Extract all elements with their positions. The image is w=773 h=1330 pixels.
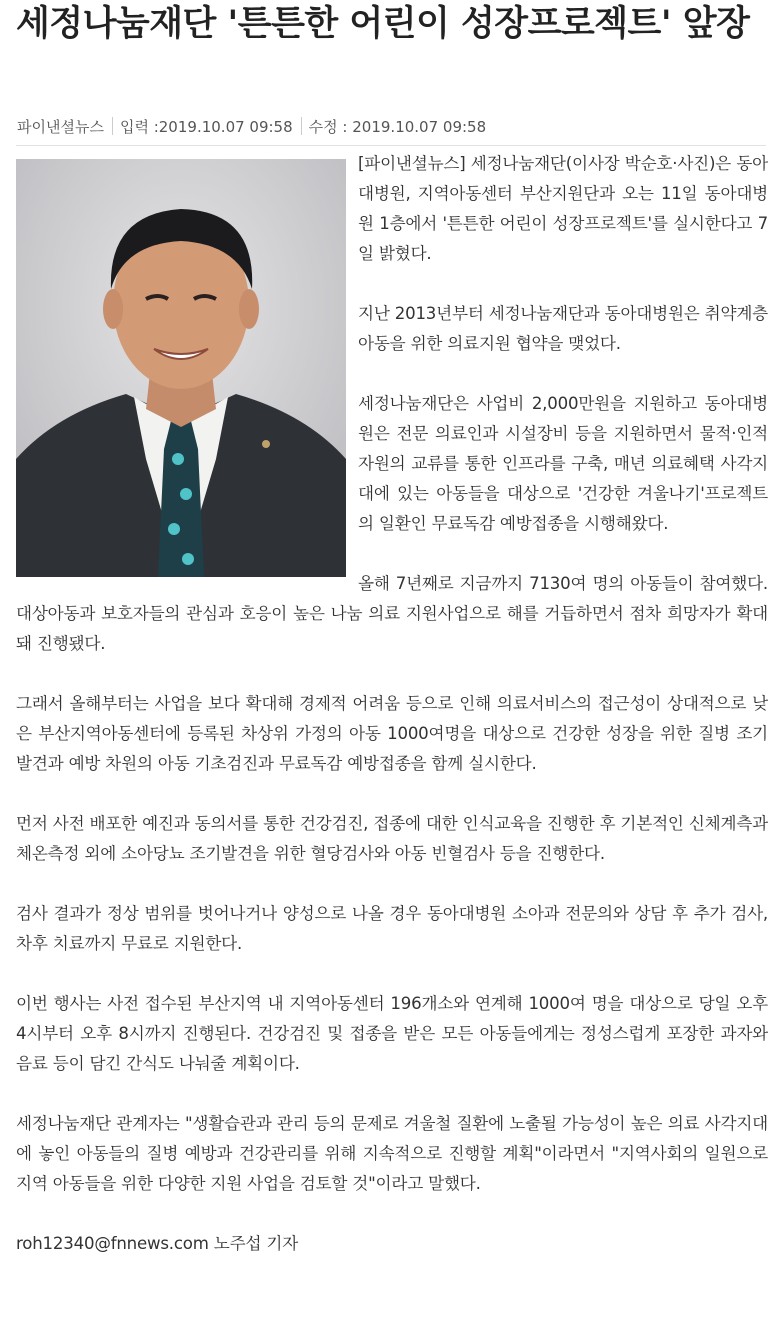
modified-label: 수정 :	[308, 118, 348, 136]
article-paragraph: 그래서 올해부터는 사업을 보다 확대해 경제적 어려움 등으로 인해 의료서비스의 접근성이 상대적으로 낮은 부산지역아동센터에 등록된 차상위 가정의 아동 1000여명을 대상으로 건강한 성장을 위한 질병 조기 발견과 예방 차원의 아동 기초검진과 무료독감 예방접종을 함께 실시한다.	[16, 694, 768, 773]
article-paragraph: 검사 결과가 정상 범위를 벗어나거나 양성으로 나올 경우 동아대병원 소아과 전문의와 상담 후 추가 검사, 차후 치료까지 무료로 지원한다.	[16, 904, 768, 953]
article-body	[16, 149, 768, 1259]
article-title: 세정나눔재단 '튼튼한 어린이 성장프로젝트' 앞장	[16, 4, 750, 44]
article-paragraph: 세정나눔재단 관계자는 "생활습관과 관리 등의 문제로 겨울철 질환에 노출될 가능성이 높은 의료 사각지대에 놓인 아동들의 질병 예방과 건강관리를 위해 지속적으로 진행할 계획"이라면서 "지역사회의 일원으로 지역 아동들을 위한 다양한 지원 사업을 검토할 것"이라고 말했다.	[16, 1114, 768, 1193]
article-paragraph: 세정나눔재단은 사업비 2,000만원을 지원하고 동아대병원은 전문 의료인과 시설장비 등을 지원하면서 물적·인적 자원의 교류를 통한 인프라를 구축, 매년 의료혜택 사각지대에 있는 아동들을 대상으로 '건강한 겨울나기'프로젝트의 일환인 무료독감 예방접종을 시행해왔다.	[358, 394, 768, 533]
modified-timestamp: 2019.10.07 09:58	[352, 118, 487, 136]
portrait-photo-icon	[16, 159, 346, 577]
input-timestamp: 2019.10.07 09:58	[158, 118, 293, 136]
article-paragraph: 지난 2013년부터 세정나눔재단과 동아대병원은 취약계층 아동을 위한 의료지원 협약을 맺었다.	[358, 304, 768, 353]
article-paragraph: [파이낸셜뉴스] 세정나눔재단(이사장 박순호·사진)은 동아대병원, 지역아동센터 부산지원단과 오는 11일 동아대병원 1층에서 '튼튼한 어린이 성장프로젝트'를 실시한다고 7일 밝혔다.	[358, 154, 768, 263]
article-photo	[16, 159, 346, 577]
article-paragraph: 먼저 사전 배포한 예진과 동의서를 통한 건강검진, 접종에 대한 인식교육을 진행한 후 기본적인 신체계측과 체온측정 외에 소아당뇨 조기발견을 위한 혈당검사와 아동 빈혈검사 등을 진행한다.	[16, 814, 768, 863]
article-source[interactable]: 파이낸셜뉴스	[17, 118, 104, 136]
article-paragraph: 이번 행사는 사전 접수된 부산지역 내 지역아동센터 196개소와 연계해 1000여 명을 대상으로 당일 오후 4시부터 오후 8시까지 진행된다. 건강검진 및 접종을 받은 모든 아동들에게는 정성스럽게 포장한 과자와 음료 등이 담긴 간식도 나눠줄 계획이다.	[16, 994, 768, 1073]
article-paragraph: 올해 7년째로 지금까지 7130여 명의 아동들이 참여했다. 대상아동과 보호자들의 관심과 호응이 높은 나눔 의료 지원사업으로 해를 거듭하면서 점차 희망자가 확대돼 진행됐다.	[16, 574, 768, 653]
header-divider	[16, 145, 766, 146]
input-label: 입력 :	[119, 118, 159, 136]
meta-divider	[301, 117, 302, 135]
article-byline: roh12340@fnnews.com 노주섭 기자	[16, 1234, 299, 1253]
article-meta	[17, 116, 486, 138]
meta-divider	[112, 117, 113, 135]
